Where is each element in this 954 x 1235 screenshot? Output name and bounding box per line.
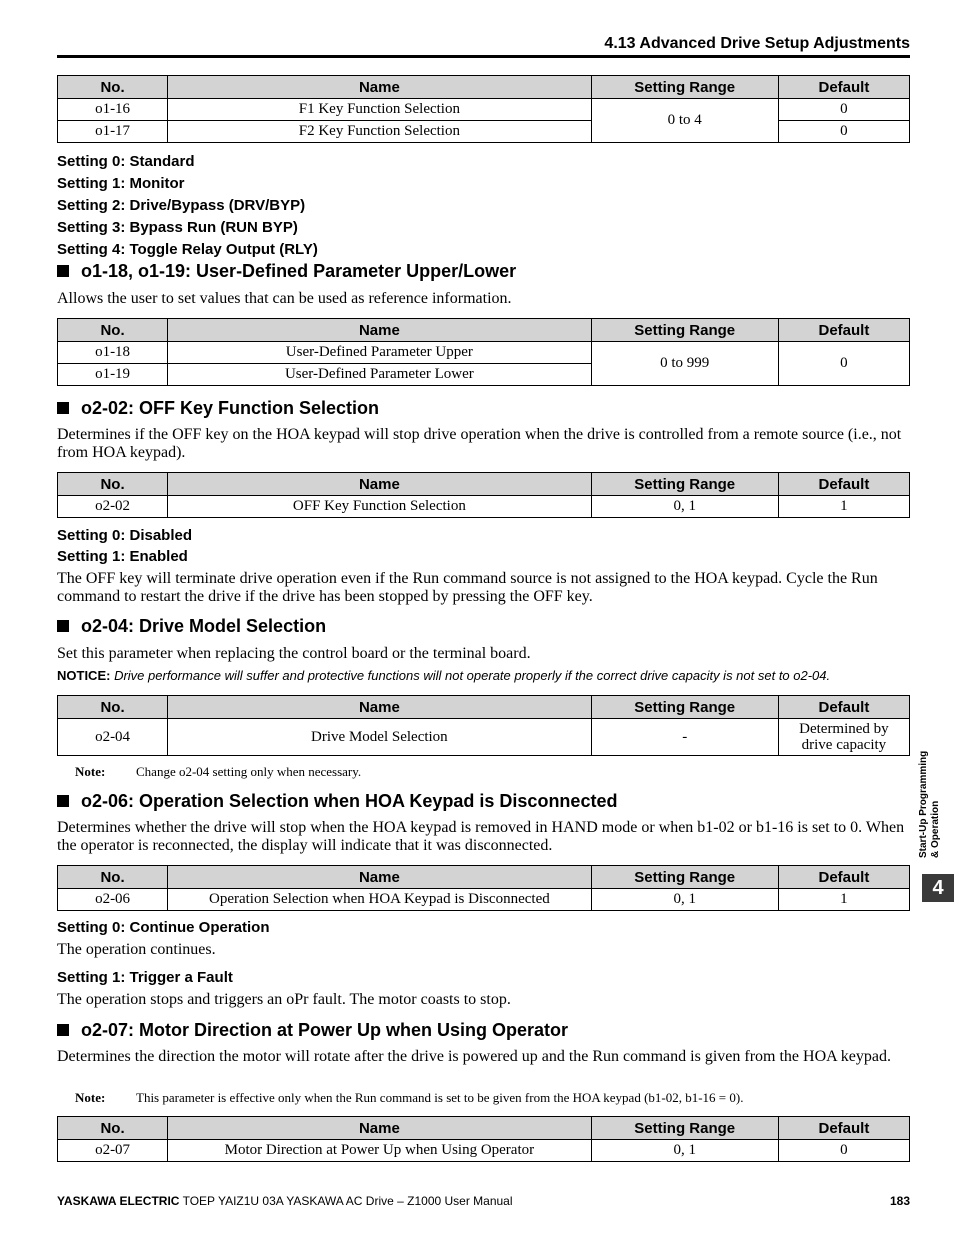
cell-no: o1-19 <box>58 364 168 386</box>
bullet-square-icon <box>57 795 69 807</box>
table-o2-06 <box>57 865 910 911</box>
cell-no: o2-06 <box>58 889 168 911</box>
notice <box>57 668 830 683</box>
cell-default: 1 <box>778 889 909 911</box>
page-header <box>57 33 910 58</box>
cell-name: User-Defined Parameter Upper <box>168 342 591 364</box>
section-text: Set this parameter when replacing the control board or the terminal board. <box>57 645 531 662</box>
cell-range: 0 to 4 <box>591 99 778 143</box>
setting-text: The operation continues. <box>57 941 216 958</box>
table-row <box>58 342 910 364</box>
table-header-row <box>58 473 910 496</box>
setting-text: The OFF key will terminate drive operation even if the Run command source is not assigned to the HOA keypad. Cycle the Run command to restart the drive if the drive has been stopped by pressing the OFF key. <box>57 570 878 605</box>
table-row <box>58 121 910 143</box>
section-heading <box>57 1020 568 1041</box>
col-no: No. <box>58 1117 168 1140</box>
setting-label: Setting 0: Continue Operation <box>57 919 270 936</box>
col-default: Default <box>778 319 909 342</box>
note <box>75 764 361 780</box>
cell-no: o2-07 <box>58 1140 168 1162</box>
section-title: o2-06: Operation Selection when HOA Keypad is Disconnected <box>81 791 618 811</box>
setting-label: Setting 1: Trigger a Fault <box>57 969 233 986</box>
cell-range: - <box>591 719 778 756</box>
cell-name: Motor Direction at Power Up when Using Operator <box>168 1140 591 1162</box>
cell-name: F2 Key Function Selection <box>168 121 591 143</box>
table-o2-07 <box>57 1116 910 1162</box>
cell-default: 0 <box>778 342 909 386</box>
col-range: Setting Range <box>591 76 778 99</box>
cell-no: o2-04 <box>58 719 168 756</box>
setting-label: Setting 0: Disabled <box>57 527 193 544</box>
setting-label: Setting 1: Enabled <box>57 548 188 565</box>
section-title: o2-04: Drive Model Selection <box>81 616 327 636</box>
table-header-row <box>58 76 910 99</box>
setting-label: Setting 0: Standard <box>57 153 195 170</box>
notice-text: Drive performance will suffer and protective functions will not operate properly if the correct drive capacity is not set to o2-04. <box>114 668 831 683</box>
section-heading <box>57 398 379 419</box>
cell-default: 1 <box>778 496 909 518</box>
table-row <box>58 99 910 121</box>
chapter-tab: 4 <box>922 874 954 902</box>
col-range: Setting Range <box>591 319 778 342</box>
table-header-row <box>58 1117 910 1140</box>
table-header-row <box>58 319 910 342</box>
col-default: Default <box>778 76 909 99</box>
col-range: Setting Range <box>591 473 778 496</box>
table-row <box>58 496 910 518</box>
col-no: No. <box>58 76 168 99</box>
table-o1-18 <box>57 318 910 386</box>
setting-text: The operation stops and triggers an oPr fault. The motor coasts to stop. <box>57 991 511 1008</box>
footer-brand: YASKAWA ELECTRIC <box>57 1194 180 1208</box>
note-text: Change o2-04 setting only when necessary. <box>136 764 362 779</box>
section-title: o2-07: Motor Direction at Power Up when Using Operator <box>81 1020 569 1040</box>
cell-no: o2-02 <box>58 496 168 518</box>
cell-default: 0 <box>778 1140 909 1162</box>
col-default: Default <box>778 866 909 889</box>
col-name: Name <box>168 319 591 342</box>
cell-range: 0, 1 <box>591 496 778 518</box>
cell-name: Operation Selection when HOA Keypad is Disconnected <box>168 889 591 911</box>
cell-no: o1-18 <box>58 342 168 364</box>
table-header-row <box>58 866 910 889</box>
default-line: drive capacity <box>801 737 887 753</box>
header-title: 4.13 Advanced Drive Setup Adjustments <box>604 35 910 52</box>
section-text: Determines the direction the motor will rotate after the drive is powered up and the Run command is given from the HOA keypad. <box>57 1048 891 1065</box>
page-footer <box>57 1194 910 1208</box>
section-title: o1-18, o1-19: User-Defined Parameter Upper/Lower <box>81 261 517 281</box>
note-label: Note: <box>75 1090 106 1105</box>
page-number: 183 <box>889 1194 910 1208</box>
section-heading <box>57 791 617 812</box>
bullet-square-icon <box>57 620 69 632</box>
table-o1-16 <box>57 75 910 143</box>
col-range: Setting Range <box>591 1117 778 1140</box>
cell-default: 0 <box>778 99 909 121</box>
cell-name: Drive Model Selection <box>168 719 591 756</box>
cell-no: o1-16 <box>58 99 168 121</box>
note <box>75 1090 743 1106</box>
col-range: Setting Range <box>591 696 778 719</box>
section-text: Determines whether the drive will stop when the HOA keypad is removed in HAND mode or when b1-02 or b1-16 is set to 0. When the operator is reconnected, the display will indicate that it was disconnected. <box>57 819 905 854</box>
setting-label: Setting 2: Drive/Bypass (DRV/BYP) <box>57 197 306 214</box>
bullet-square-icon <box>57 1024 69 1036</box>
table-o2-04 <box>57 695 910 756</box>
cell-name: User-Defined Parameter Lower <box>168 364 591 386</box>
col-default: Default <box>778 1117 909 1140</box>
col-name: Name <box>168 866 591 889</box>
table-row <box>58 889 910 911</box>
cell-range: 0 to 999 <box>591 342 778 386</box>
col-default: Default <box>778 473 909 496</box>
note-label: Note: <box>75 764 106 779</box>
col-name: Name <box>168 1117 591 1140</box>
col-no: No. <box>58 319 168 342</box>
setting-label: Setting 4: Toggle Relay Output (RLY) <box>57 241 318 258</box>
col-no: No. <box>58 696 168 719</box>
col-name: Name <box>168 76 591 99</box>
default-line: Determined by <box>799 721 889 737</box>
col-no: No. <box>58 866 168 889</box>
setting-label: Setting 3: Bypass Run (RUN BYP) <box>57 219 298 236</box>
table-o2-02 <box>57 472 910 518</box>
section-heading <box>57 261 516 282</box>
footer-doc: TOEP YAIZ1U 03A YASKAWA AC Drive – Z1000 User Manual <box>182 1194 513 1208</box>
cell-default <box>778 719 909 756</box>
col-range: Setting Range <box>591 866 778 889</box>
side-label-line: & Operation <box>930 800 941 858</box>
cell-no: o1-17 <box>58 121 168 143</box>
col-default: Default <box>778 696 909 719</box>
section-text: Determines if the OFF key on the HOA keypad will stop drive operation when the drive is controlled from a remote source (i.e., not from HOA keypad). <box>57 426 902 461</box>
table-row <box>58 1140 910 1162</box>
notice-label: NOTICE: <box>57 668 111 683</box>
cell-name: F1 Key Function Selection <box>168 99 591 121</box>
note-text: This parameter is effective only when the Run command is set to be given from the HOA keypad (b1-02, b1-16 = 0). <box>136 1090 744 1105</box>
cell-default: 0 <box>778 121 909 143</box>
side-label-line: Start-Up Programming <box>918 750 929 858</box>
table-row <box>58 719 910 756</box>
bullet-square-icon <box>57 402 69 414</box>
table-header-row <box>58 696 910 719</box>
cell-range: 0, 1 <box>591 889 778 911</box>
bullet-square-icon <box>57 265 69 277</box>
section-heading <box>57 616 326 637</box>
side-chapter-label <box>918 728 948 858</box>
cell-name: OFF Key Function Selection <box>168 496 591 518</box>
col-no: No. <box>58 473 168 496</box>
section-title: o2-02: OFF Key Function Selection <box>81 398 380 418</box>
section-text: Allows the user to set values that can be used as reference information. <box>57 290 512 307</box>
col-name: Name <box>168 473 591 496</box>
setting-label: Setting 1: Monitor <box>57 175 185 192</box>
cell-range: 0, 1 <box>591 1140 778 1162</box>
col-name: Name <box>168 696 591 719</box>
